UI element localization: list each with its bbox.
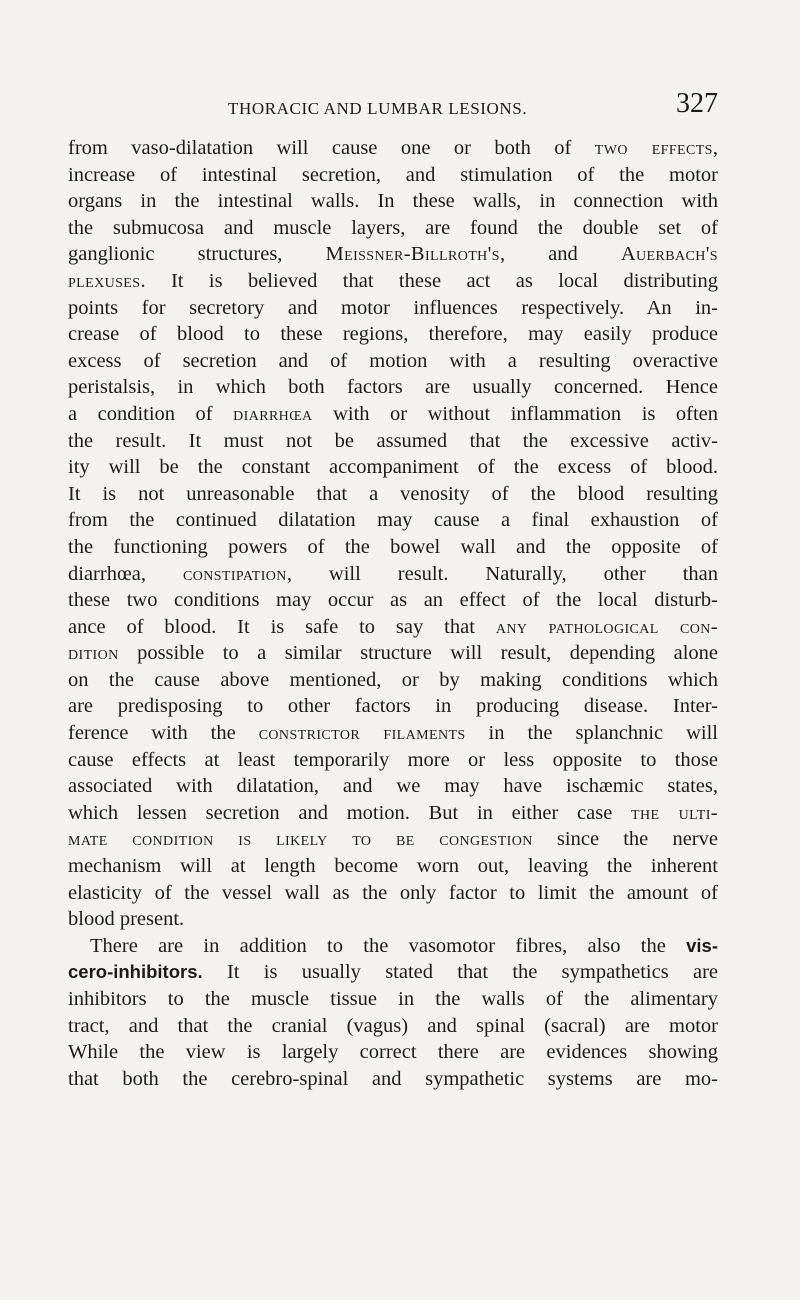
- small-caps-text: constipation: [182, 562, 287, 585]
- text-line: [68, 933, 718, 960]
- text-line: [68, 667, 718, 694]
- text-line: [68, 135, 718, 162]
- text-run: It is not unreasonable that a venosity of the blood resulting: [68, 482, 718, 505]
- text-run: ference with the: [68, 722, 259, 745]
- bold-term: vis-: [686, 934, 718, 956]
- text-run: the functioning powers of the bowel wall and the opposite of: [68, 535, 718, 558]
- text-line: [68, 295, 718, 322]
- text-line: [68, 1013, 718, 1040]
- small-caps-text: diarrhœa: [233, 402, 313, 425]
- text-run: are predisposing to other factors in producing disease. Inter-: [68, 695, 718, 718]
- text-run: cause effects at least temporarily more or less opposite to those: [68, 748, 718, 771]
- small-caps-text: dition: [68, 642, 119, 665]
- small-caps-text: two effects: [594, 137, 713, 159]
- text-run: , and: [499, 243, 621, 266]
- text-line: [68, 826, 718, 853]
- text-line: [68, 162, 718, 189]
- text-line: [68, 1039, 718, 1066]
- text-line: [68, 428, 718, 455]
- text-line: [68, 880, 718, 907]
- text-line: [68, 268, 718, 295]
- text-line: [68, 720, 718, 747]
- text-run: a condition of: [68, 402, 234, 425]
- text-run: There are in addition to the vasomotor fibres, also the: [90, 934, 687, 957]
- text-line: [68, 640, 718, 667]
- small-caps-text: plexuses: [68, 269, 141, 292]
- text-line: [68, 1066, 718, 1093]
- text-run: these two conditions may occur as an effect of the local disturb-: [68, 589, 718, 612]
- text-line: [68, 348, 718, 375]
- text-line: [68, 401, 718, 428]
- text-line: [68, 561, 718, 588]
- text-run: mechanism will at length become worn out, leaving the inherent: [68, 855, 718, 878]
- text-line: [68, 747, 718, 774]
- text-line: [68, 215, 718, 242]
- text-line: [68, 587, 718, 614]
- running-title: THORACIC AND LUMBAR LESIONS.: [228, 99, 528, 118]
- text-line: [68, 906, 718, 933]
- small-caps-text: constrictor filaments: [258, 722, 466, 745]
- small-caps-text: Meissner-Billroth's: [325, 243, 500, 266]
- running-head: [68, 88, 718, 126]
- text-run: since the nerve: [532, 828, 718, 851]
- text-run: on the cause above mentioned, or by making conditions which: [68, 668, 718, 691]
- body-text: [68, 135, 718, 1092]
- text-run: ,: [712, 137, 718, 159]
- text-run: crease of blood to these regions, therefore, may easily produce: [68, 323, 718, 346]
- text-run: . It is believed that these act as local distributing: [140, 269, 718, 292]
- text-run: excess of secretion and of motion with a resulting overactive: [68, 349, 718, 372]
- text-run: points for secretory and motor influences respectively. An in-: [68, 296, 718, 319]
- text-line: [68, 853, 718, 880]
- text-line: [68, 481, 718, 508]
- page-number: 327: [676, 88, 718, 119]
- text-run: ity will be the constant accompaniment of the excess of blood.: [68, 456, 718, 479]
- text-line: [68, 507, 718, 534]
- text-run: tract, and that the cranial (vagus) and spinal (sacral) are motor: [68, 1014, 718, 1037]
- text-run: from vaso-dilatation will cause one or both of: [68, 137, 595, 159]
- text-run: associated with dilatation, and we may have ischæmic states,: [68, 775, 718, 798]
- text-line: [68, 374, 718, 401]
- text-run: ance of blood. It is safe to say that: [68, 615, 496, 638]
- text-line: [68, 614, 718, 641]
- text-run: increase of intestinal secretion, and stimulation of the motor: [68, 163, 718, 186]
- text-run: the submucosa and muscle layers, are found the double set of: [68, 216, 718, 239]
- text-line: [68, 959, 718, 986]
- text-line: [68, 241, 718, 268]
- small-caps-text: the ulti-: [631, 801, 718, 824]
- text-line: [68, 693, 718, 720]
- text-line: [68, 800, 718, 827]
- text-run: diarrhœa,: [68, 562, 183, 585]
- text-run: inhibitors to the muscle tissue in the walls of the alimentary: [68, 988, 718, 1010]
- text-run: with or without inflammation is often: [312, 402, 718, 425]
- bold-term: cero-inhibitors.: [68, 961, 203, 983]
- text-run: ganglionic structures,: [68, 243, 326, 266]
- text-line: [68, 534, 718, 561]
- text-line: [68, 454, 718, 481]
- small-caps-text: mate condition is likely to be congestion: [68, 828, 533, 851]
- text-run: While the view is largely correct there are evidences showing: [68, 1041, 718, 1064]
- text-run: the result. It must not be assumed that the excessive activ-: [68, 429, 718, 452]
- small-caps-text: Auerbach's: [620, 243, 718, 266]
- text-line: [68, 773, 718, 800]
- small-caps-text: any pathological con-: [495, 615, 718, 638]
- text-run: , will result. Naturally, other than: [286, 562, 718, 585]
- text-run: organs in the intestinal walls. In these walls, in connection with: [68, 190, 718, 213]
- text-run: that both the cerebro-spinal and sympathetic systems are mo-: [68, 1067, 718, 1090]
- text-run: from the continued dilatation may cause a final exhaustion of: [68, 509, 718, 532]
- text-line: [68, 986, 718, 1013]
- text-run: elasticity of the vessel wall as the only factor to limit the amount of: [68, 881, 718, 904]
- text-line: [68, 188, 718, 215]
- text-line: [68, 321, 718, 348]
- text-run: in the splanchnic will: [465, 722, 718, 745]
- text-run: peristalsis, in which both factors are usually concerned. Hence: [68, 376, 718, 399]
- text-run: which lessen secretion and motion. But in either case: [68, 801, 632, 824]
- text-run: possible to a similar structure will result, depending alone: [118, 642, 718, 665]
- text-run: It is usually stated that the sympathetics are: [202, 961, 718, 984]
- text-run: blood present.: [68, 908, 185, 931]
